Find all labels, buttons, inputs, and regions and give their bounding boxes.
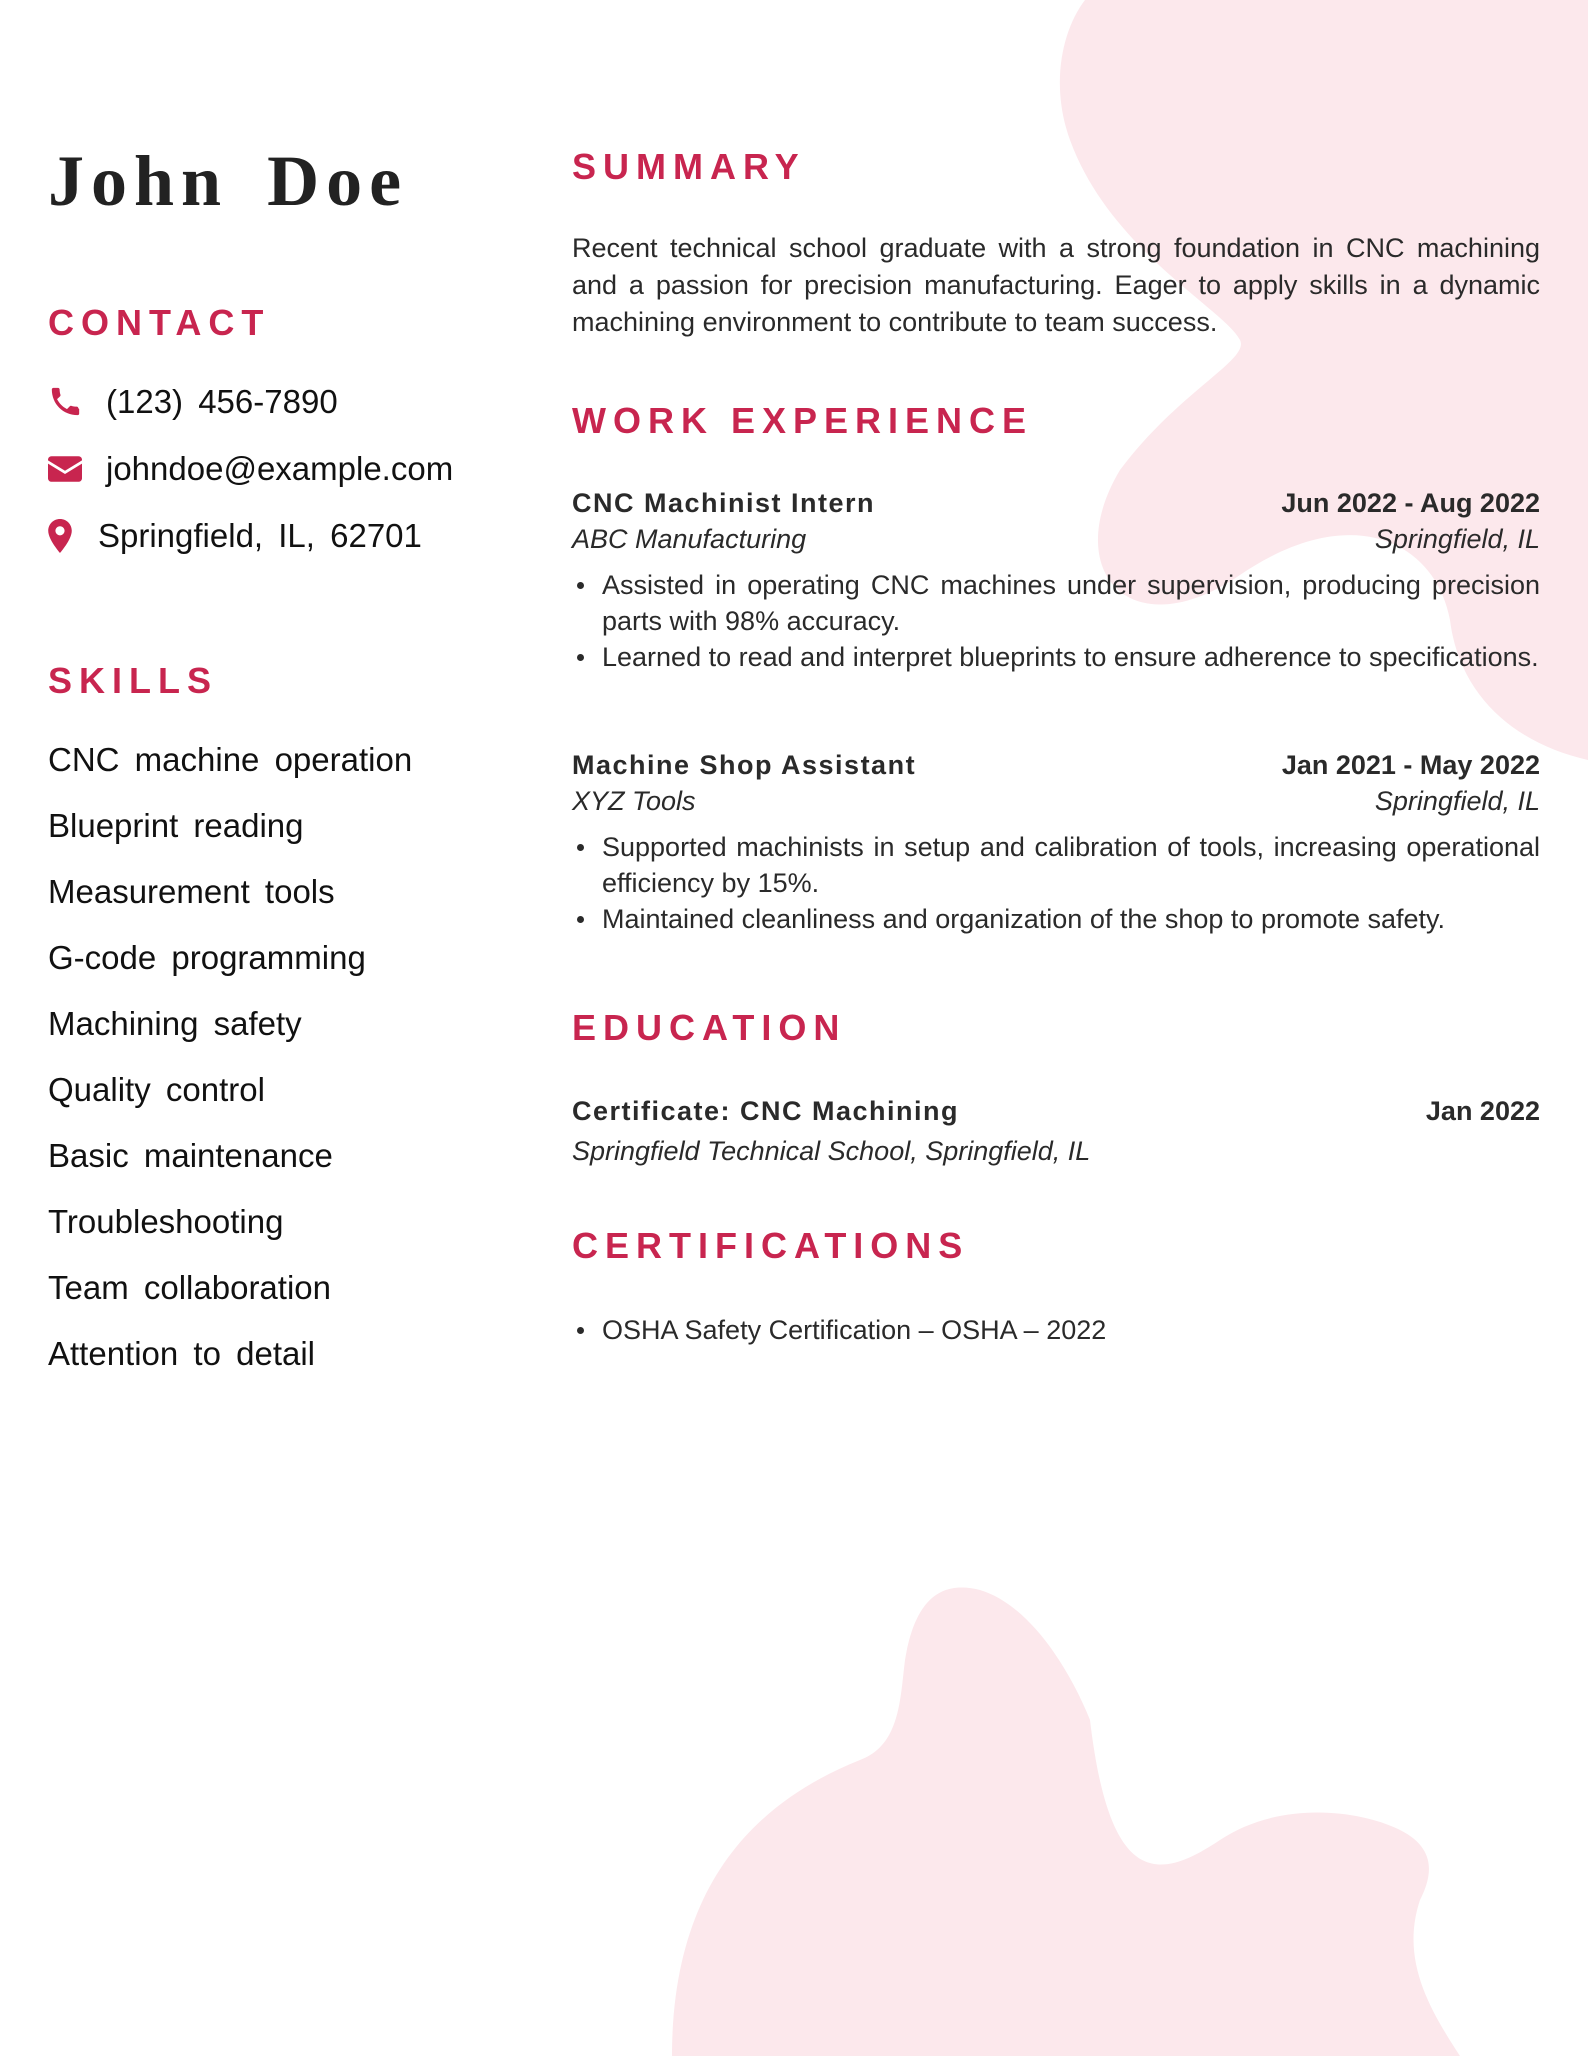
skill-item: Measurement tools bbox=[48, 873, 335, 910]
certifications-list bbox=[572, 1312, 1570, 1348]
skill-item: Troubleshooting bbox=[48, 1203, 284, 1240]
skills-heading: SKILLS bbox=[48, 660, 219, 701]
job-bullet: Assisted in operating CNC machines under supervision, producing precision parts with 98% accuracy. bbox=[602, 567, 1540, 639]
job-bullets bbox=[572, 567, 1540, 675]
job-bullet: Learned to read and interpret blueprints to ensure adherence to specifications. bbox=[602, 639, 1540, 675]
job-title: CNC Machinist Intern bbox=[572, 488, 876, 518]
certification-item: OSHA Safety Certification – OSHA – 2022 bbox=[602, 1312, 1570, 1348]
location-text: Springfield, IL, 62701 bbox=[98, 517, 422, 554]
phone-icon bbox=[48, 385, 88, 419]
job-bullet: Maintained cleanliness and organization of the shop to promote safety. bbox=[602, 901, 1540, 937]
contact-phone bbox=[48, 385, 453, 419]
job-company: ABC Manufacturing bbox=[572, 524, 807, 554]
job-location: Springfield, IL bbox=[1374, 786, 1540, 816]
job-dates: Jun 2022 - Aug 2022 bbox=[1281, 488, 1540, 518]
education-entry bbox=[572, 1093, 1540, 1173]
skill-item: Attention to detail bbox=[48, 1335, 316, 1372]
email-address[interactable]: johndoe@example.com bbox=[106, 450, 454, 487]
job-entry bbox=[572, 747, 1540, 937]
education-heading: EDUCATION bbox=[572, 1007, 847, 1048]
education-date: Jan 2022 bbox=[1425, 1096, 1540, 1126]
contact-location bbox=[48, 519, 453, 553]
phone-number[interactable]: (123) 456-7890 bbox=[106, 383, 338, 420]
skill-item: Quality control bbox=[48, 1071, 265, 1108]
skills-list bbox=[48, 740, 412, 1400]
skill-item: Basic maintenance bbox=[48, 1137, 333, 1174]
education-school: Springfield Technical School, Springfield, IL bbox=[572, 1136, 1091, 1166]
job-entry bbox=[572, 485, 1540, 675]
job-bullet: Supported machinists in setup and calibration of tools, increasing operational efficiency by 15%. bbox=[602, 829, 1540, 901]
map-pin-icon bbox=[48, 519, 82, 553]
job-dates: Jan 2021 - May 2022 bbox=[1281, 750, 1540, 780]
job-bullets bbox=[572, 829, 1540, 937]
certifications-heading: CERTIFICATIONS bbox=[572, 1225, 970, 1266]
skill-item: Team collaboration bbox=[48, 1269, 331, 1306]
candidate-name: John Doe bbox=[48, 141, 409, 221]
education-degree: Certificate: CNC Machining bbox=[572, 1096, 960, 1126]
envelope-icon bbox=[48, 452, 88, 486]
skill-item: Machining safety bbox=[48, 1005, 302, 1042]
job-company: XYZ Tools bbox=[572, 786, 696, 816]
summary-text: Recent technical school graduate with a strong foundation in CNC machining and a passion for precision manufacturing. Eager to apply skills in a dynamic machining environment to contribute to team success. bbox=[572, 233, 1540, 337]
summary-heading: SUMMARY bbox=[572, 146, 806, 187]
contact-list bbox=[48, 385, 453, 586]
skill-item: CNC machine operation bbox=[48, 741, 413, 778]
contact-email bbox=[48, 452, 453, 486]
job-location: Springfield, IL bbox=[1374, 524, 1540, 554]
skill-item: Blueprint reading bbox=[48, 807, 304, 844]
contact-heading: CONTACT bbox=[48, 302, 271, 343]
work-experience-heading: WORK EXPERIENCE bbox=[572, 400, 1034, 441]
job-title: Machine Shop Assistant bbox=[572, 750, 917, 780]
skill-item: G-code programming bbox=[48, 939, 366, 976]
